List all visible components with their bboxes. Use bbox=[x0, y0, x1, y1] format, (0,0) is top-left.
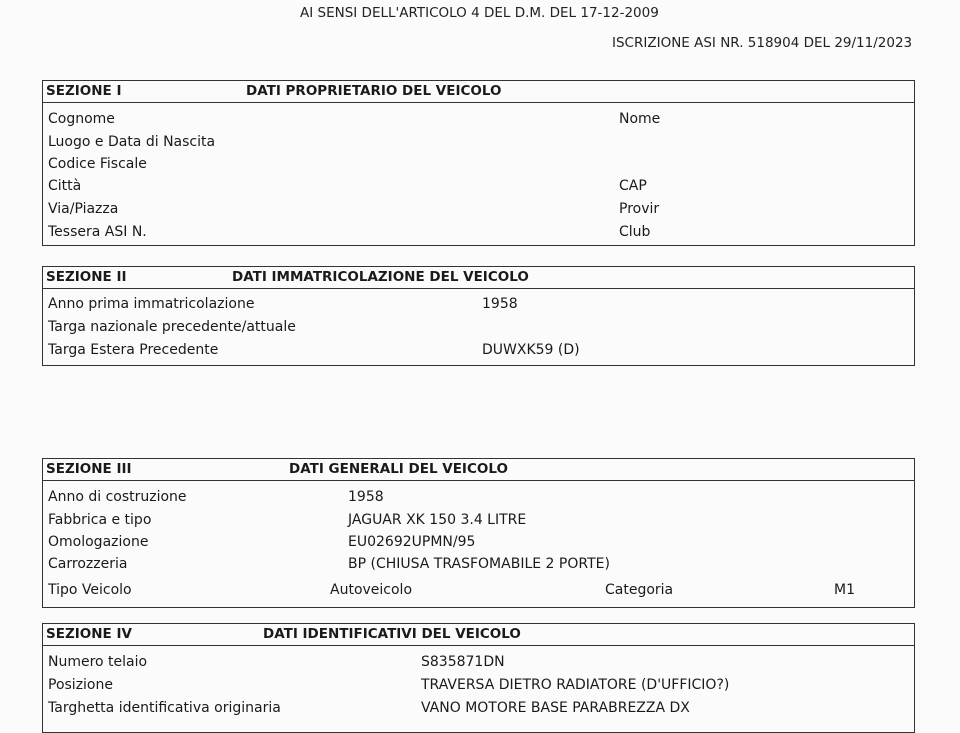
field-label-cap: CAP bbox=[619, 178, 647, 194]
field-label-codice-fiscale: Codice Fiscale bbox=[48, 156, 147, 172]
field-label-carrozzeria: Carrozzeria bbox=[48, 556, 128, 572]
field-label-cognome: Cognome bbox=[48, 111, 115, 127]
field-value-fabbrica-tipo: JAGUAR XK 150 3.4 LITRE bbox=[348, 512, 527, 528]
field-label-categoria: Categoria bbox=[605, 582, 674, 598]
field-value-anno-prima-immatricolazione: 1958 bbox=[482, 296, 518, 312]
field-label-nome: Nome bbox=[619, 111, 661, 127]
field-label-tipo-veicolo: Tipo Veicolo bbox=[48, 582, 132, 598]
section-1-number: SEZIONE I bbox=[46, 83, 122, 99]
section-1-header bbox=[43, 81, 914, 103]
field-label-luogo-data-nascita: Luogo e Data di Nascita bbox=[48, 134, 216, 150]
field-value-numero-telaio: S835871DN bbox=[421, 654, 505, 670]
field-label-club: Club bbox=[619, 224, 651, 240]
field-label-citta: Città bbox=[48, 178, 82, 194]
field-label-targa-nazionale: Targa nazionale precedente/attuale bbox=[48, 319, 296, 335]
section-3-title: DATI GENERALI DEL VEICOLO bbox=[289, 461, 508, 477]
field-value-posizione: TRAVERSA DIETRO RADIATORE (D'UFFICIO?) bbox=[421, 677, 730, 693]
field-label-tessera-asi: Tessera ASI N. bbox=[48, 224, 147, 240]
section-2-header bbox=[43, 267, 914, 289]
section-3-general bbox=[42, 458, 915, 608]
field-label-numero-telaio: Numero telaio bbox=[48, 654, 148, 670]
field-label-anno-prima-immatricolazione: Anno prima immatricolazione bbox=[48, 296, 255, 312]
field-label-via-piazza: Via/Piazza bbox=[48, 201, 119, 217]
law-reference-line: AI SENSI DELL'ARTICOLO 4 DEL D.M. DEL 17-12-2009 bbox=[300, 5, 659, 21]
field-value-categoria: M1 bbox=[834, 582, 855, 598]
asi-registration-line: ISCRIZIONE ASI NR. 518904 DEL 29/11/2023 bbox=[612, 35, 913, 51]
section-2-registration bbox=[42, 266, 915, 366]
field-label-fabbrica-tipo: Fabbrica e tipo bbox=[48, 512, 152, 528]
field-value-anno-costruzione: 1958 bbox=[348, 489, 384, 505]
field-value-tipo-veicolo: Autoveicolo bbox=[330, 582, 413, 598]
section-4-title: DATI IDENTIFICATIVI DEL VEICOLO bbox=[263, 626, 521, 642]
field-value-omologazione: EU02692UPMN/95 bbox=[348, 534, 476, 550]
section-4-identification bbox=[42, 623, 915, 733]
field-label-targhetta-identificativa: Targhetta identificativa originaria bbox=[48, 700, 281, 716]
field-value-targhetta-identificativa: VANO MOTORE BASE PARABREZZA DX bbox=[421, 700, 690, 716]
section-1-title: DATI PROPRIETARIO DEL VEICOLO bbox=[246, 83, 502, 99]
field-value-targa-estera: DUWXK59 (D) bbox=[482, 342, 580, 358]
section-1-owner bbox=[42, 80, 915, 246]
section-2-number: SEZIONE II bbox=[46, 269, 127, 285]
section-3-number: SEZIONE III bbox=[46, 461, 132, 477]
field-label-targa-estera: Targa Estera Precedente bbox=[48, 342, 219, 358]
field-label-posizione: Posizione bbox=[48, 677, 113, 693]
section-4-header bbox=[43, 624, 914, 646]
field-label-provincia: Provir bbox=[619, 201, 660, 217]
section-3-header bbox=[43, 459, 914, 481]
field-label-anno-costruzione: Anno di costruzione bbox=[48, 489, 187, 505]
section-2-title: DATI IMMATRICOLAZIONE DEL VEICOLO bbox=[232, 269, 529, 285]
field-value-carrozzeria: BP (CHIUSA TRASFOMABILE 2 PORTE) bbox=[348, 556, 610, 572]
field-label-omologazione: Omologazione bbox=[48, 534, 149, 550]
section-4-number: SEZIONE IV bbox=[46, 626, 132, 642]
